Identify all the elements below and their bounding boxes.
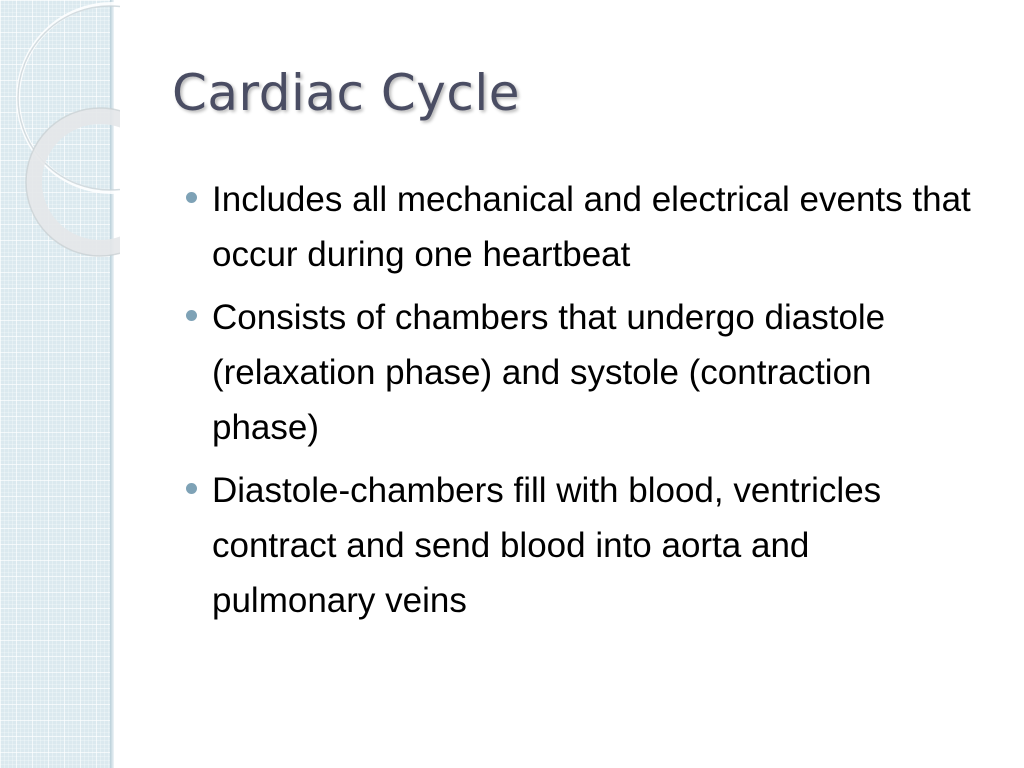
decorative-rings-icon	[0, 0, 120, 260]
bullet-text: Includes all mechanical and electrical events that occur during one heartbeat	[212, 180, 971, 274]
bullet-list	[186, 172, 976, 636]
bullet-item	[186, 463, 976, 628]
bullet-dot-icon	[186, 310, 197, 321]
bullet-dot-icon	[186, 192, 197, 203]
bullet-text: Diastole-chambers fill with blood, ventricles contract and send blood into aorta and pulmonary veins	[212, 471, 882, 620]
bullet-text: Consists of chambers that undergo diastole (relaxation phase) and systole (contraction phase)	[212, 298, 886, 447]
bullet-item	[186, 290, 976, 455]
slide-title: Cardiac Cycle	[172, 64, 521, 122]
bullet-dot-icon	[186, 483, 197, 494]
bullet-item	[186, 172, 976, 282]
